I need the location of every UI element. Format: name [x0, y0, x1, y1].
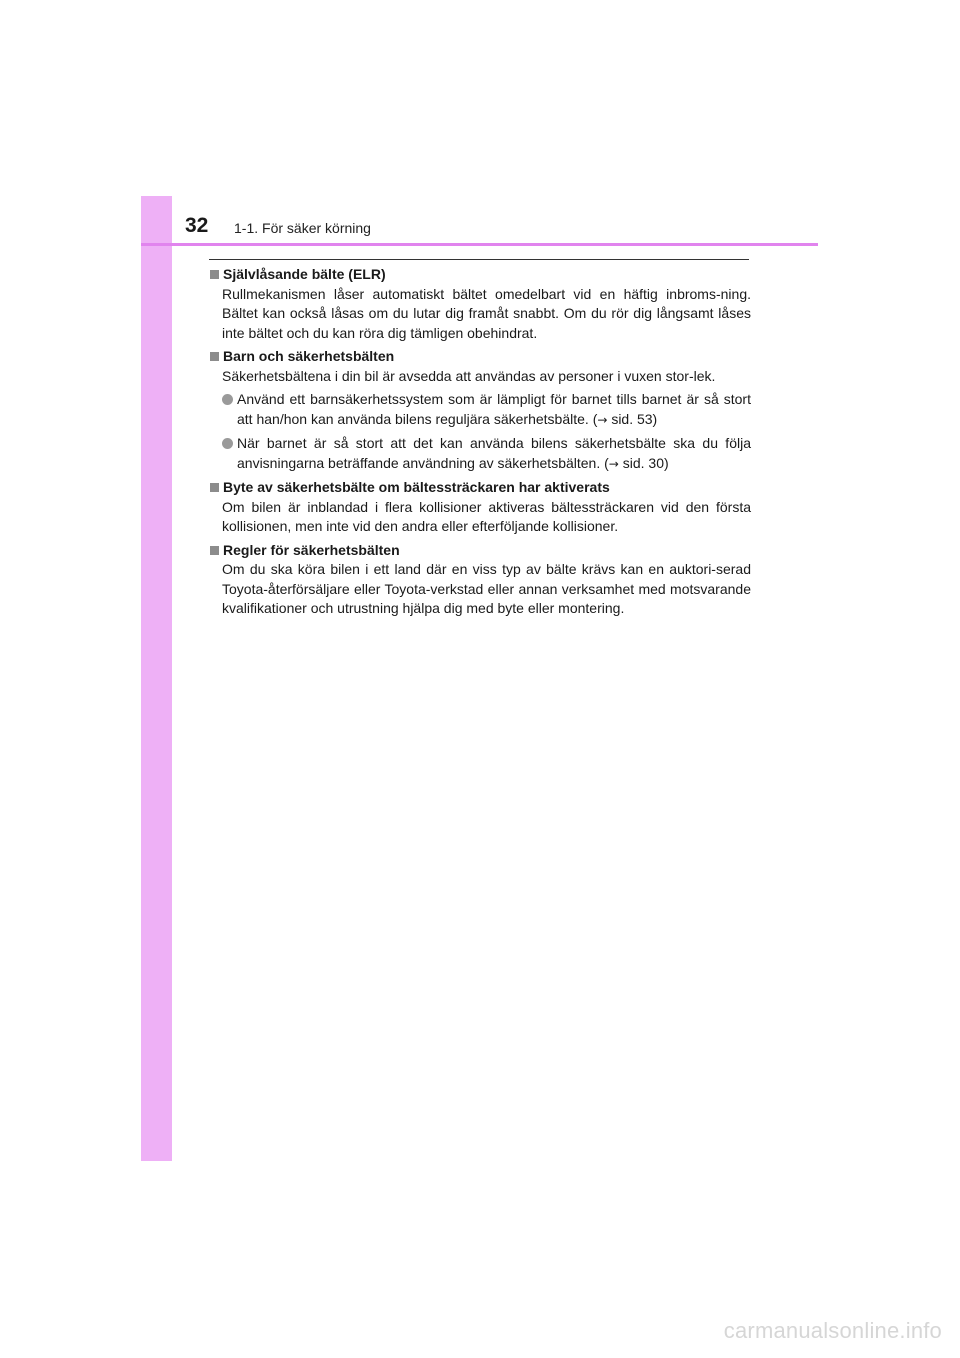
arrow-icon: →	[597, 412, 608, 427]
section-paragraph: Om bilen är inblandad i flera kollisioner aktiveras bältessträckaren vid den första kollisionen, men inte vid den andra eller efterföljande kollisioner.	[222, 498, 751, 534]
content-body	[209, 265, 751, 623]
heading-square-icon	[210, 546, 219, 555]
section-paragraph: Säkerhetsbältena i din bil är avsedda att användas av personer i vuxen stor-lek.	[222, 367, 716, 384]
section-heading-text: Självlåsande bälte (ELR)	[223, 266, 386, 282]
heading-square-icon	[210, 270, 219, 279]
section-children	[209, 347, 751, 474]
page-reference-link[interactable]: sid. 30)	[622, 454, 669, 471]
watermark: carmanualsonline.info	[723, 1318, 942, 1343]
section-pretensioner	[209, 478, 751, 537]
section-heading	[209, 478, 751, 498]
heading-square-icon	[210, 352, 219, 361]
bullet-text: Använd ett barnsäkerhetssystem som är lämpligt för barnet tills barnet är så stort att han/hon kan använda bilens reguljära säkerhetsbälte. (→ sid. 53)	[237, 391, 751, 427]
section-heading	[209, 347, 751, 367]
bullet-item	[222, 434, 751, 474]
header-rule	[141, 243, 818, 246]
section-heading	[209, 541, 751, 561]
section-heading-text: Barn och säkerhetsbälten	[223, 348, 395, 364]
section-elr	[209, 265, 751, 343]
bullet-item	[222, 390, 751, 430]
page-number: 32	[185, 214, 209, 237]
chapter-side-band	[141, 196, 172, 1161]
section-paragraph: Rullmekanismen låser automatiskt bältet omedelbart vid en häftig inbroms-ning. Bältet kan också låsas om du lutar dig framåt snabbt. Om du rör dig långsamt låses inte bältet och du kan röra dig tämligen obehindrat.	[222, 285, 751, 341]
section-heading-text: Byte av säkerhetsbälte om bältessträckaren har aktiverats	[223, 479, 610, 495]
bullet-dot-icon	[222, 438, 233, 449]
page-reference-link[interactable]: sid. 53)	[611, 410, 658, 427]
section-paragraph: Om du ska köra bilen i ett land där en viss typ av bälte krävs kan en auktori-serad Toyota-återförsäljare eller Toyota-verkstad eller annan verksamhet med motsvarande kvalifikationer och utrustning hjälpa dig med byte eller montering.	[222, 561, 751, 616]
header-band-tab	[141, 196, 172, 244]
section-title: 1-1. För säker körning	[234, 220, 371, 236]
bullet-dot-icon	[222, 394, 233, 405]
section-heading-text: Regler för säkerhetsbälten	[223, 541, 400, 558]
heading-square-icon	[210, 483, 219, 492]
content-top-rule	[209, 259, 749, 260]
section-regulations	[209, 541, 751, 619]
bullet-text: När barnet är så stort att det kan använda bilens säkerhetsbälte ska du följa anvisningarna beträffande användning av säkerhetsbälten. (→ sid. 30)	[237, 435, 751, 471]
section-heading	[209, 265, 751, 285]
arrow-icon: →	[608, 456, 619, 471]
